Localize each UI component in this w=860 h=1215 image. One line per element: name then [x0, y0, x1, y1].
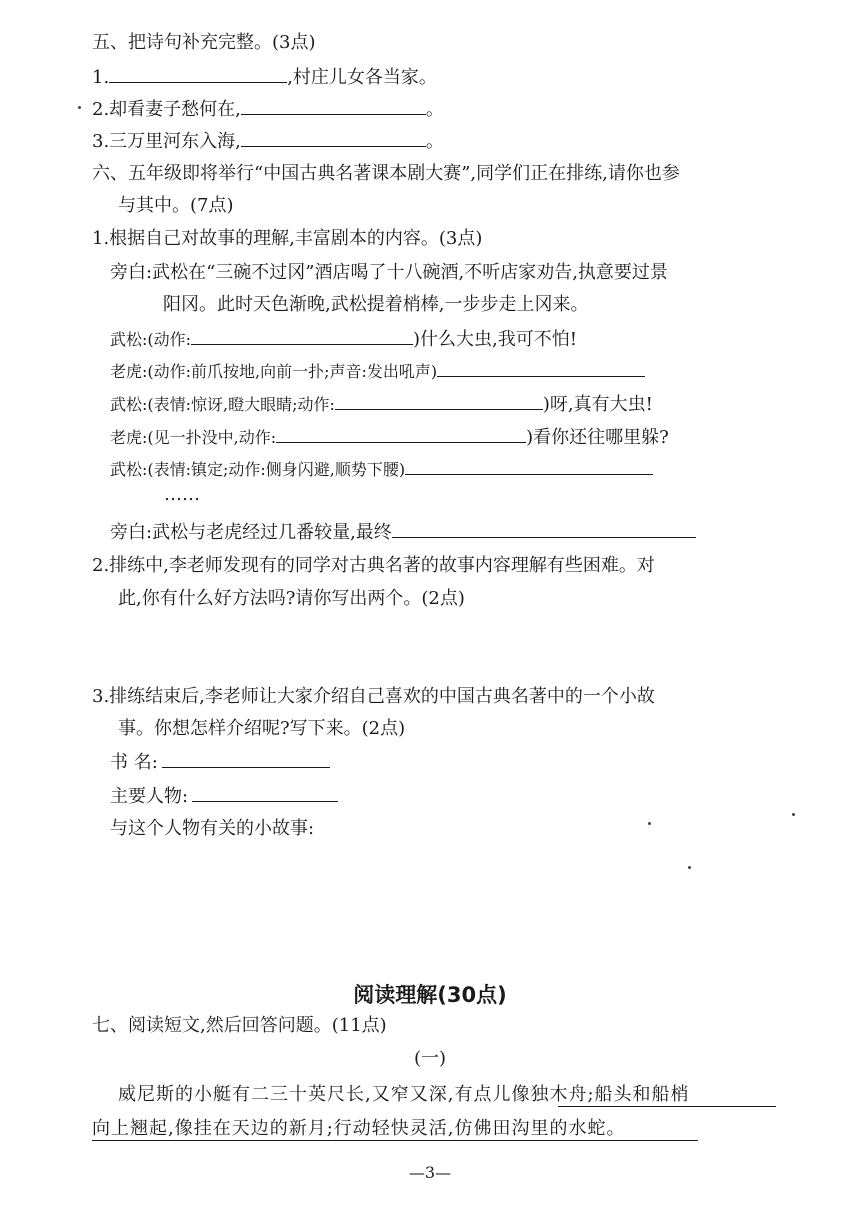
passage-line-1: 威尼斯的小艇有二三十英尺长,又窄又深,有点儿像独木舟;船头和船梢: [118, 1084, 690, 1105]
question-text: 3.三万里河东入海,: [92, 131, 241, 152]
passage-line-2: 向上翘起,像挂在天边的新月;行动轻快灵活,仿佛田沟里的水蛇。: [92, 1118, 626, 1139]
script-text: )什么大虫,我可不怕!: [413, 329, 578, 350]
section6-heading-cont: 与其中。(7点): [118, 195, 234, 216]
question-6-2-cont: 此,你有什么好方法吗?请你写出两个。(2点): [118, 588, 465, 609]
passage-underline-2: [92, 1140, 698, 1141]
question-number: 1.: [92, 67, 110, 88]
script-text: )看你还往哪里躲?: [526, 427, 669, 448]
section6-heading: 六、五年级即将举行“中国古典名著课本剧大赛”,同学们正在排练,请你也参: [92, 163, 680, 184]
question-5-1: [92, 64, 437, 91]
script-line-wusong-3: [110, 456, 653, 483]
narration-text: 旁白:武松与老虎经过几番较量,最终: [110, 522, 392, 543]
scan-speck: [78, 106, 81, 109]
answer-blank[interactable]: [241, 128, 426, 147]
script-text: )呀,真有大虫!: [542, 394, 653, 415]
script-line-tiger-1: [110, 358, 645, 385]
book-name-row: [110, 749, 330, 776]
answer-blank[interactable]: [276, 424, 526, 443]
narration-1: 旁白:武松在“三碗不过冈”酒店喝了十八碗酒,不听店家劝告,执意要过景: [110, 262, 668, 283]
page-number: —3—: [408, 1163, 452, 1182]
scan-speck: [648, 822, 651, 825]
book-name-label: 书 名:: [110, 752, 158, 773]
book-name-blank[interactable]: [162, 749, 330, 768]
question-6-3-cont: 事。你想怎样介绍呢?写下来。(2点): [118, 718, 406, 739]
script-text: 武松:(表情:惊讶,瞪大眼睛;动作:: [110, 395, 335, 414]
question-text: 。: [425, 99, 444, 120]
character-row: [110, 783, 338, 810]
scan-speck: [792, 813, 795, 816]
script-line-tiger-2: [110, 424, 669, 451]
answer-blank[interactable]: [437, 358, 645, 377]
answer-blank[interactable]: [191, 326, 413, 345]
answer-blank[interactable]: [405, 456, 653, 475]
question-text: ,村庄儿女各当家。: [287, 67, 437, 88]
character-label: 主要人物:: [110, 786, 189, 807]
story-row: 与这个人物有关的小故事:: [110, 818, 315, 839]
passage-part-label: (一): [413, 1048, 447, 1069]
narration-2: [110, 519, 696, 546]
answer-blank[interactable]: [335, 391, 543, 410]
reading-title: 阅读理解(30点): [353, 983, 507, 1007]
answer-blank[interactable]: [109, 64, 287, 83]
script-text: 老虎:(动作:前爪按地,向前一扑;声音:发出吼声): [110, 362, 438, 381]
section5-heading: 五、把诗句补充完整。(3点): [92, 32, 316, 53]
script-text: 武松:(动作:: [110, 330, 192, 349]
answer-blank[interactable]: [392, 519, 696, 538]
script-line-wusong-2: [110, 391, 653, 418]
answer-blank[interactable]: [241, 96, 426, 115]
script-text: 老虎:(见一扑没中,动作:: [110, 428, 277, 447]
character-blank[interactable]: [192, 783, 338, 802]
passage-underline-1: [558, 1106, 776, 1107]
scan-speck: [688, 866, 691, 869]
script-ellipsis: ……: [164, 484, 200, 505]
question-5-2: [92, 96, 444, 123]
narration-1-cont: 阳冈。此时天色渐晚,武松提着梢棒,一步步走上冈来。: [163, 294, 589, 315]
question-text: 2.却看妻子愁何在,: [92, 99, 241, 120]
question-text: 。: [425, 131, 444, 152]
question-6-3: 3.排练结束后,李老师让大家介绍自己喜欢的中国古典名著中的一个小故: [92, 686, 655, 707]
script-line-wusong-1: [110, 326, 577, 353]
script-text: 武松:(表情:镇定;动作:侧身闪避,顺势下腰): [110, 460, 406, 479]
question-5-3: [92, 128, 444, 155]
question-6-1: 1.根据自己对故事的理解,丰富剧本的内容。(3点): [92, 228, 483, 249]
section7-heading: 七、阅读短文,然后回答问题。(11点): [92, 1015, 387, 1036]
question-6-2: 2.排练中,李老师发现有的同学对古典名著的故事内容理解有些困难。对: [92, 555, 655, 576]
